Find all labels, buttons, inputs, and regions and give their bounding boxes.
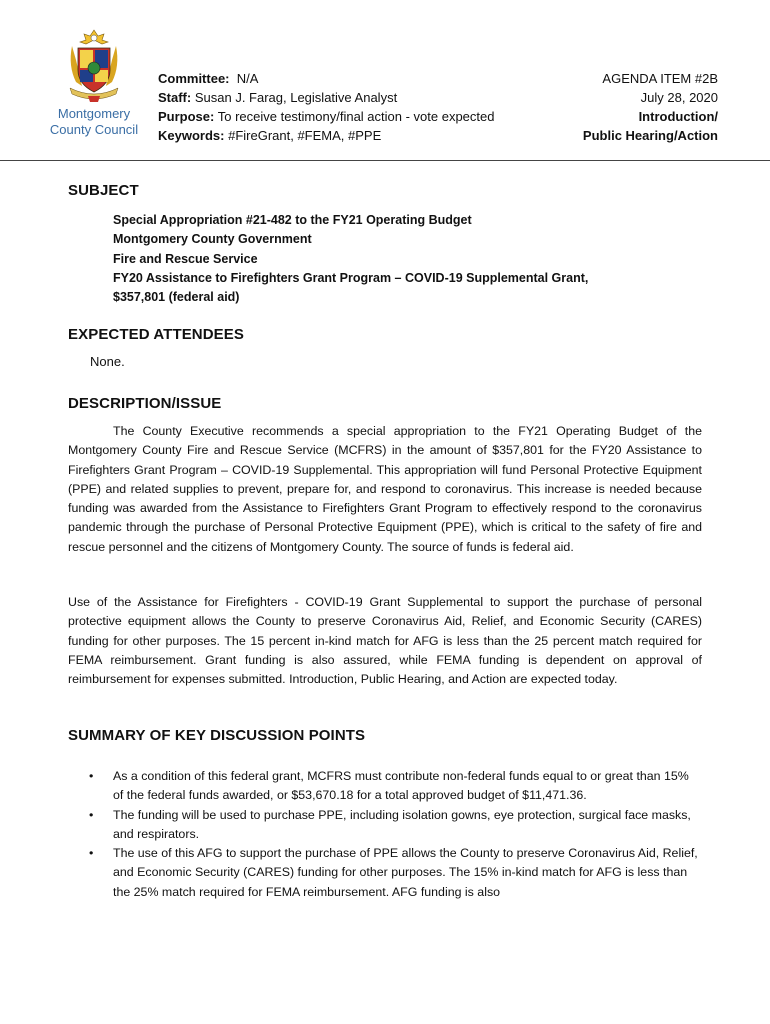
attendees-heading: EXPECTED ATTENDEES (68, 326, 244, 343)
staff-value: Susan J. Farag, Legislative Analyst (194, 90, 398, 105)
bullet-icon: • (89, 807, 94, 822)
summary-heading: SUMMARY OF KEY DISCUSSION POINTS (68, 727, 366, 744)
agenda-item: AGENDA ITEM #2B (602, 71, 718, 86)
county-seal-icon (62, 26, 126, 106)
subject-line: Montgomery County Government (113, 232, 312, 247)
list-item-text: As a condition of this federal grant, MCFRS must contribute non-federal funds equal to or great than 15% of the federal funds awarded, or $53,670.18 for a total approved budget of $11,471.36. (113, 769, 689, 803)
bullet-icon: • (89, 846, 94, 861)
staff-row (158, 88, 495, 107)
agenda-type-line1: Introduction/ (638, 109, 718, 124)
bullet-icon: • (89, 769, 94, 783)
subject-heading: SUBJECT (68, 182, 139, 199)
keywords-value: #FireGrant, #FEMA, #PPE (228, 128, 382, 143)
keywords-row (158, 126, 495, 145)
agenda-date: July 28, 2020 (640, 90, 718, 105)
org-name (44, 106, 144, 138)
list-item-text: The funding will be used to purchase PPE, including isolation gowns, eye protection, surgical face masks, and respirators. (113, 807, 691, 841)
agenda-block (583, 69, 718, 145)
purpose-label: Purpose: (158, 109, 215, 124)
purpose-value: To receive testimony/final action - vote expected (217, 109, 495, 124)
description-heading: DESCRIPTION/ISSUE (68, 395, 222, 412)
committee-label: Committee: (158, 71, 230, 86)
committee-row (158, 69, 495, 88)
header-divider (0, 160, 770, 161)
subject-line: FY20 Assistance to Firefighters Grant Program – COVID-19 Supplemental Grant, (113, 270, 589, 285)
purpose-row (158, 107, 495, 126)
list-item (68, 767, 702, 806)
list-item (68, 844, 702, 902)
list-item-text: The use of this AFG to support the purchase of PPE allows the County to preserve Coronavirus Aid, Relief, and Economic Security (CARES) funding for other purposes. The 15% in-kind match for AFG is less than the 25% match required for FEMA reimbursement. AFG funding is also (113, 846, 698, 899)
subject-line: $357,801 (federal aid) (113, 290, 240, 305)
committee-value: N/A (236, 71, 259, 86)
attendees-text: None. (90, 354, 125, 369)
staff-label: Staff: (158, 90, 192, 105)
page-header (0, 0, 770, 162)
list-item (68, 806, 702, 845)
description-paragraph-2: Use of the Assistance for Firefighters - COVID-19 Grant Supplemental to support the purchase of personal protective equipment allows the County to preserve Coronavirus Aid, Relief, and Economic Security (CARES) funding for other purposes. The 15 percent in-kind match for AFG is less than the 25 percent match required for FEMA reimbursement. Grant funding is also assured, while FEMA funding is dependent on approval of reimbursement for expenses submitted. Introduction, Public Hearing, and Action are expected today. (68, 595, 702, 687)
agenda-type-line2: Public Hearing/Action (582, 128, 718, 143)
subject-line: Special Appropriation #21-482 to the FY21 Operating Budget (113, 213, 472, 227)
org-name-line2: County Council (49, 122, 139, 137)
subject-line: Fire and Rescue Service (113, 251, 258, 266)
org-name-line1: Montgomery (57, 106, 131, 121)
memo-meta (158, 69, 495, 145)
subject-block (113, 211, 588, 307)
council-logo (44, 26, 144, 106)
description-paragraph-1: The County Executive recommends a special appropriation to the FY21 Operating Budget of the Montgomery County Fire and Rescue Service (MCFRS) in the amount of $357,801 for the FY20 Assistance to Firefighters Grant Program – COVID-19 Supplemental. This appropriation will fund Personal Protective Equipment (PPE) and related supplies to prevent, prepare for, and respond to coronavirus. This increase is needed because funding was awarded from the Assistance to Firefighters Grant Program to effectively respond to the coronavirus pandemic through the purchase of Personal Protective Equipment (PPE), which is critical to the safety of fire and rescue personnel and the citizens of Montgomery County. The source of funds is federal aid. (68, 424, 702, 554)
keywords-label: Keywords: (158, 128, 225, 143)
summary-list (68, 767, 702, 902)
